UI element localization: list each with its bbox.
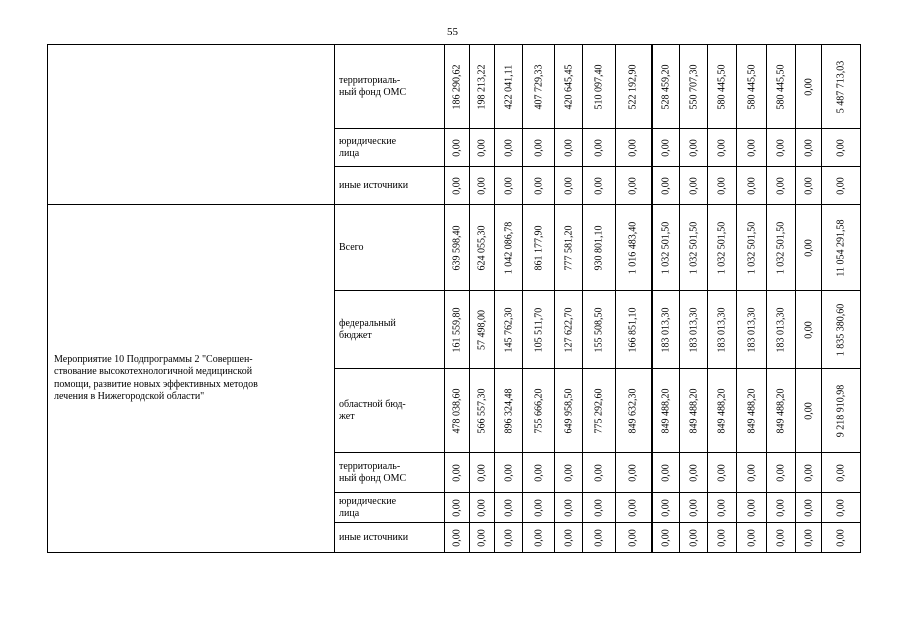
value-text: 0,00: [532, 176, 544, 195]
value-text: 0,00: [593, 528, 605, 547]
value-cell: [708, 45, 737, 129]
value-text: 0,00: [562, 138, 574, 157]
value-text: 0,00: [532, 498, 544, 517]
value-cell: [616, 205, 652, 291]
value-text: 186 290,62: [451, 64, 463, 109]
funding-table-body: [48, 45, 861, 553]
value-cell: [523, 291, 555, 369]
value-cell: [708, 129, 737, 167]
value-text: 0,00: [745, 463, 757, 482]
value-cell: [583, 45, 616, 129]
value-cell: [616, 523, 652, 553]
value-cell: [796, 453, 822, 493]
value-text: 0,00: [716, 498, 728, 517]
value-cell: [555, 453, 583, 493]
value-text: 0,00: [562, 463, 574, 482]
value-cell: [652, 291, 680, 369]
value-text: 0,00: [802, 176, 814, 195]
value-text: 0,00: [627, 463, 639, 482]
value-text: 0,00: [451, 498, 463, 517]
value-cell: [445, 205, 470, 291]
value-text: 0,00: [802, 138, 814, 157]
value-text: 0,00: [745, 498, 757, 517]
value-text: 0,00: [476, 463, 488, 482]
value-text: 127 622,70: [562, 307, 574, 352]
value-cell: [470, 167, 495, 205]
value-text: 528 459,20: [660, 64, 671, 109]
value-text: 0,00: [687, 463, 699, 482]
value-cell: [583, 453, 616, 493]
value-cell: [523, 493, 555, 523]
value-text: 0,00: [627, 176, 639, 195]
value-text: 0,00: [660, 463, 671, 482]
funding-source-cell: юридические лица: [335, 493, 445, 523]
value-text: 849 488,20: [660, 388, 671, 433]
value-cell: [796, 129, 822, 167]
value-cell: [495, 45, 523, 129]
value-text: 0,00: [660, 176, 671, 195]
value-text: 420 645,45: [562, 64, 574, 109]
value-cell: [796, 493, 822, 523]
value-text: 0,00: [502, 138, 514, 157]
value-cell: [680, 167, 708, 205]
value-cell: [470, 291, 495, 369]
funding-source-cell: областной бюд- жет: [335, 369, 445, 453]
value-text: 522 192,90: [627, 64, 639, 109]
value-text: 0,00: [593, 138, 605, 157]
value-cell: [680, 205, 708, 291]
value-text: 566 557,30: [476, 388, 488, 433]
value-text: 0,00: [627, 498, 639, 517]
value-cell: [555, 523, 583, 553]
value-text: 0,00: [775, 176, 787, 195]
value-text: 510 097,40: [593, 64, 605, 109]
value-text: 0,00: [745, 528, 757, 547]
value-cell: [708, 369, 737, 453]
value-text: 1 032 501,50: [660, 221, 671, 274]
value-text: 0,00: [476, 528, 488, 547]
value-cell: [737, 453, 767, 493]
value-cell: [737, 291, 767, 369]
value-cell: [470, 45, 495, 129]
value-text: 0,00: [502, 176, 514, 195]
value-text: 5 487 713,03: [835, 60, 847, 113]
value-cell: [680, 45, 708, 129]
value-cell: [822, 369, 861, 453]
value-cell: [495, 369, 523, 453]
value-cell: [495, 523, 523, 553]
value-text: 896 324,48: [502, 388, 514, 433]
value-cell: [523, 167, 555, 205]
value-text: 755 666,20: [532, 388, 544, 433]
value-text: 0,00: [745, 176, 757, 195]
value-text: 145 762,30: [502, 307, 514, 352]
value-cell: [796, 369, 822, 453]
value-cell: [680, 453, 708, 493]
value-text: 183 013,30: [716, 307, 728, 352]
value-text: 0,00: [562, 498, 574, 517]
value-text: 198 213,22: [476, 64, 488, 109]
value-text: 0,00: [660, 528, 671, 547]
value-cell: [616, 45, 652, 129]
value-cell: [583, 493, 616, 523]
value-text: 849 632,30: [627, 388, 639, 433]
value-text: 649 958,50: [562, 388, 574, 433]
value-cell: [470, 493, 495, 523]
value-text: 0,00: [451, 528, 463, 547]
funding-source-cell: территориаль- ный фонд ОМС: [335, 45, 445, 129]
value-text: 1 032 501,50: [775, 221, 787, 274]
value-cell: [470, 369, 495, 453]
value-cell: [796, 205, 822, 291]
value-cell: [737, 493, 767, 523]
value-cell: [822, 523, 861, 553]
value-text: 0,00: [687, 176, 699, 195]
value-text: 0,00: [660, 498, 671, 517]
value-text: 1 016 483,40: [627, 221, 639, 274]
value-cell: [470, 129, 495, 167]
value-text: 639 598,40: [451, 225, 463, 270]
value-text: 0,00: [532, 463, 544, 482]
funding-source-cell: территориаль- ный фонд ОМС: [335, 453, 445, 493]
value-cell: [652, 45, 680, 129]
value-cell: [822, 453, 861, 493]
value-cell: [767, 453, 796, 493]
value-cell: [767, 167, 796, 205]
funding-source-cell: иные источники: [335, 167, 445, 205]
value-text: 849 488,20: [716, 388, 728, 433]
value-cell: [796, 523, 822, 553]
value-cell: [583, 205, 616, 291]
value-text: 183 013,30: [745, 307, 757, 352]
table-row: [48, 45, 861, 129]
value-cell: [445, 291, 470, 369]
value-cell: [495, 205, 523, 291]
value-text: 0,00: [835, 528, 847, 547]
value-text: 0,00: [627, 528, 639, 547]
value-text: 0,00: [802, 238, 814, 257]
event-name-cell: [48, 45, 335, 205]
value-cell: [822, 167, 861, 205]
value-text: 0,00: [476, 498, 488, 517]
value-cell: [708, 167, 737, 205]
value-text: 0,00: [835, 463, 847, 482]
value-cell: [767, 291, 796, 369]
value-text: 550 707,30: [687, 64, 699, 109]
value-text: 0,00: [451, 463, 463, 482]
value-text: 0,00: [716, 528, 728, 547]
value-text: 0,00: [775, 138, 787, 157]
value-text: 155 508,50: [593, 307, 605, 352]
value-text: 849 488,20: [687, 388, 699, 433]
value-cell: [767, 129, 796, 167]
value-cell: [737, 167, 767, 205]
value-cell: [796, 167, 822, 205]
value-cell: [555, 167, 583, 205]
value-cell: [555, 493, 583, 523]
value-cell: [555, 205, 583, 291]
value-cell: [495, 167, 523, 205]
value-cell: [767, 523, 796, 553]
value-cell: [445, 493, 470, 523]
value-text: 0,00: [716, 176, 728, 195]
value-cell: [652, 129, 680, 167]
value-text: 0,00: [532, 138, 544, 157]
value-cell: [767, 369, 796, 453]
value-cell: [616, 369, 652, 453]
value-cell: [737, 523, 767, 553]
value-text: 407 729,33: [532, 64, 544, 109]
value-text: 0,00: [687, 528, 699, 547]
value-text: 0,00: [687, 498, 699, 517]
value-text: 1 032 501,50: [716, 221, 728, 274]
value-cell: [523, 369, 555, 453]
value-cell: [737, 205, 767, 291]
value-cell: [445, 167, 470, 205]
value-cell: [445, 453, 470, 493]
value-text: 0,00: [802, 463, 814, 482]
funding-source-cell: юридические лица: [335, 129, 445, 167]
value-cell: [737, 369, 767, 453]
value-cell: [555, 45, 583, 129]
value-cell: [523, 523, 555, 553]
value-text: 0,00: [775, 498, 787, 517]
value-text: 0,00: [451, 138, 463, 157]
value-text: 0,00: [802, 498, 814, 517]
value-cell: [445, 523, 470, 553]
value-cell: [583, 167, 616, 205]
value-text: 580 445,50: [716, 64, 728, 109]
value-cell: [583, 523, 616, 553]
value-cell: [470, 205, 495, 291]
value-cell: [680, 291, 708, 369]
value-text: 183 013,30: [687, 307, 699, 352]
value-text: 0,00: [562, 176, 574, 195]
value-cell: [616, 453, 652, 493]
value-text: 777 581,20: [562, 225, 574, 270]
funding-source-cell: Всего: [335, 205, 445, 291]
value-cell: [523, 205, 555, 291]
value-cell: [767, 205, 796, 291]
value-text: 580 445,50: [745, 64, 757, 109]
value-text: 0,00: [802, 77, 814, 96]
value-cell: [495, 129, 523, 167]
value-cell: [495, 291, 523, 369]
value-cell: [652, 523, 680, 553]
value-cell: [708, 493, 737, 523]
value-text: 422 041,11: [502, 64, 514, 109]
value-cell: [796, 291, 822, 369]
value-cell: [583, 291, 616, 369]
value-text: 775 292,60: [593, 388, 605, 433]
value-text: 9 218 910,98: [835, 384, 847, 437]
value-cell: [470, 523, 495, 553]
value-cell: [708, 205, 737, 291]
value-text: 0,00: [502, 498, 514, 517]
value-text: 0,00: [835, 176, 847, 195]
value-text: 580 445,50: [775, 64, 787, 109]
value-cell: [616, 129, 652, 167]
value-text: 105 511,70: [532, 307, 544, 352]
value-text: 478 038,60: [451, 388, 463, 433]
table-row: [48, 205, 861, 291]
value-text: 0,00: [716, 138, 728, 157]
value-cell: [680, 493, 708, 523]
value-text: 0,00: [532, 528, 544, 547]
value-cell: [555, 129, 583, 167]
value-cell: [767, 493, 796, 523]
value-cell: [616, 291, 652, 369]
funding-source-cell: федеральный бюджет: [335, 291, 445, 369]
value-cell: [652, 369, 680, 453]
value-cell: [680, 523, 708, 553]
value-text: 0,00: [476, 176, 488, 195]
value-text: 861 177,90: [532, 225, 544, 270]
value-text: 161 559,80: [451, 307, 463, 352]
event-name-cell: Мероприятие 10 Подпрограммы 2 "Совершен- ствование высокотехнологичной медицинской помощи, развитие новых эффективных методов лечения в Нижегородской области": [48, 205, 335, 553]
value-cell: [680, 369, 708, 453]
value-text: 1 032 501,50: [745, 221, 757, 274]
value-cell: [445, 369, 470, 453]
value-cell: [708, 453, 737, 493]
value-text: 0,00: [835, 498, 847, 517]
value-cell: [708, 291, 737, 369]
value-cell: [652, 453, 680, 493]
value-text: 0,00: [802, 401, 814, 420]
value-text: 0,00: [660, 138, 671, 157]
value-cell: [616, 167, 652, 205]
value-cell: [495, 493, 523, 523]
value-cell: [822, 291, 861, 369]
funding-table: [47, 44, 861, 553]
value-cell: [555, 369, 583, 453]
value-cell: [583, 129, 616, 167]
value-cell: [523, 453, 555, 493]
value-cell: [445, 129, 470, 167]
value-cell: [652, 167, 680, 205]
value-text: 166 851,10: [627, 307, 639, 352]
value-cell: [737, 129, 767, 167]
value-text: 0,00: [775, 463, 787, 482]
value-text: 930 801,10: [593, 225, 605, 270]
value-cell: [737, 45, 767, 129]
value-text: 849 488,20: [745, 388, 757, 433]
value-text: 0,00: [451, 176, 463, 195]
value-text: 0,00: [593, 176, 605, 195]
value-cell: [523, 129, 555, 167]
value-cell: [523, 45, 555, 129]
value-text: 1 835 380,60: [835, 303, 847, 356]
value-text: 0,00: [775, 528, 787, 547]
value-text: 0,00: [687, 138, 699, 157]
value-cell: [822, 493, 861, 523]
value-cell: [822, 205, 861, 291]
value-cell: [822, 45, 861, 129]
value-text: 183 013,30: [660, 307, 671, 352]
value-cell: [616, 493, 652, 523]
value-cell: [822, 129, 861, 167]
value-text: 624 055,30: [476, 225, 488, 270]
page-number: 55: [447, 26, 458, 38]
value-text: 0,00: [502, 528, 514, 547]
value-cell: [652, 493, 680, 523]
value-text: 0,00: [593, 498, 605, 517]
value-cell: [470, 453, 495, 493]
value-text: 1 042 086,78: [502, 221, 514, 274]
value-cell: [680, 129, 708, 167]
value-cell: [583, 369, 616, 453]
value-cell: [555, 291, 583, 369]
value-text: 0,00: [835, 138, 847, 157]
value-cell: [652, 205, 680, 291]
value-text: 0,00: [476, 138, 488, 157]
value-cell: [767, 45, 796, 129]
value-text: 0,00: [593, 463, 605, 482]
value-text: 0,00: [802, 320, 814, 339]
value-cell: [708, 523, 737, 553]
value-cell: [495, 453, 523, 493]
value-text: 0,00: [802, 528, 814, 547]
value-text: 0,00: [562, 528, 574, 547]
value-text: 0,00: [627, 138, 639, 157]
value-text: 11 054 291,58: [835, 218, 847, 277]
value-text: 0,00: [716, 463, 728, 482]
value-text: 183 013,30: [775, 307, 787, 352]
value-text: 849 488,20: [775, 388, 787, 433]
value-text: 57 498,00: [476, 309, 488, 350]
value-text: 0,00: [745, 138, 757, 157]
value-cell: [445, 45, 470, 129]
funding-source-cell: иные источники: [335, 523, 445, 553]
value-text: 0,00: [502, 463, 514, 482]
value-text: 1 032 501,50: [687, 221, 699, 274]
value-cell: [796, 45, 822, 129]
